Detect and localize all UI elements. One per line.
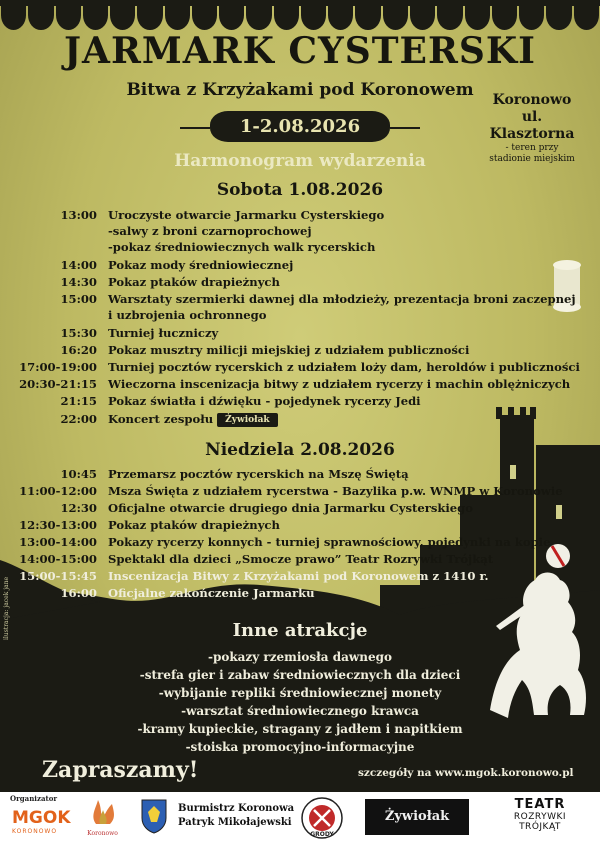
schedule-heading: Harmonogram wydarzenia: [174, 151, 426, 171]
event-dates: 1-2.08.2026: [210, 111, 390, 142]
location-note-2: stadionie miejskim: [489, 154, 575, 164]
schedule-row: 14:00-15:00 Spektakl dla dzieci „Smocze prawo” Teatr Rozrywki Trójkąt: [19, 552, 494, 566]
sunday-heading: Niedziela 2.08.2026: [205, 440, 395, 460]
schedule-row: 15:00-15:45 Inscenizacja Bitwy z Krzyżakami pod Koronowem z 1410 r.: [19, 569, 489, 583]
other-attractions-heading: Inne atrakcje: [232, 620, 368, 641]
schedule-row: 15:30 Turniej łuczniczy: [60, 326, 219, 340]
location-street: ul. Klasztorna: [489, 109, 575, 142]
location-town: Koronowo: [492, 92, 572, 108]
invite-text: Zapraszamy!: [42, 757, 199, 783]
organizer-label: Organizator: [10, 794, 58, 803]
schedule-row: 12:30-13:00 Pokaz ptaków drapieżnych: [19, 518, 280, 532]
schedule-row: i uzbrojenia ochronnego: [108, 308, 267, 322]
schedule-row: 16:20 Pokaz musztry milicji miejskiej z udziałem publiczności: [60, 343, 470, 357]
koronowo-coat-of-arms-icon: [140, 798, 168, 834]
schedule-row: 10:45 Przemarsz pocztów rycerskich na Mszę Świętą: [60, 467, 409, 481]
list-item: -strefa gier i zabaw średniowiecznych dla dzieci: [139, 668, 461, 682]
schedule-row: 20:30-21:15 Wieczorna inscenizacja bitwy z udziałem rycerzy i machin oblężniczych: [19, 377, 571, 391]
band-name-badge: Żywiołak: [217, 413, 278, 427]
schedule-row: 22:00 Koncert zespołu Żywiołak: [0, 411, 600, 427]
grody-crest-icon: [300, 796, 344, 840]
zywiolak-logo[interactable]: Żywiołak: [365, 799, 469, 835]
illustration-credit: ilustracja: jacek jane: [3, 576, 10, 640]
other-attractions-list: [0, 648, 600, 756]
koronowo-logo[interactable]: Koronowo: [80, 798, 125, 837]
schedule-row: 14:00 Pokaz mody średniowiecznej: [60, 258, 294, 272]
schedule-row: 12:30 Oficjalne otwarcie drugiego dnia Jarmarku Cysterskiego: [60, 501, 474, 515]
schedule-row: 13:00 Uroczyste otwarcie Jarmarku Cysterskiego: [60, 208, 385, 222]
details-link[interactable]: szczegóły na www.mgok.koronowo.pl: [358, 767, 574, 779]
schedule-row: -pokaz średniowiecznych walk rycerskich: [108, 240, 376, 254]
schedule-row: 14:30 Pokaz ptaków drapieżnych: [60, 275, 280, 289]
schedule-row: 21:15 Pokaz światła i dźwięku - pojedynek rycerzy Jedi: [60, 394, 421, 408]
schedule-row: 16:00 Oficjalne zakończenie Jarmarku: [60, 586, 315, 600]
schedule-row: 15:00 Warsztaty szermierki dawnej dla młodzieży, prezentacja broni zaczepnej: [60, 292, 576, 306]
scalloped-banner: [0, 0, 600, 30]
koronowo-flame-icon: [88, 798, 118, 826]
schedule-row: 13:00-14:00 Pokazy rycerzy konnych - turniej sprawnościowy, pojedynki na kopie: [19, 535, 551, 549]
grody-label: GRODY: [310, 831, 334, 838]
list-item: -pokazy rzemiosła dawnego: [207, 650, 393, 664]
list-item: -stoiska promocyjno-informacyjne: [185, 740, 415, 754]
location-note-1: - teren przy: [505, 143, 559, 153]
mgok-logo[interactable]: MGOK KORONOWO: [12, 808, 71, 835]
grody-logo[interactable]: [300, 796, 344, 840]
page-title: JARMARK CYSTERSKI: [63, 30, 537, 72]
teatr-trojkat-logo[interactable]: TEATR ROZRYWKI TRÓJKĄT: [513, 797, 567, 832]
list-item: -wybijanie repliki średniowiecznej monety: [158, 686, 442, 700]
mayor-patronage: Burmistrz Koronowa Patryk Mikołajewski: [178, 803, 295, 828]
sponsor-footer: [0, 792, 600, 847]
schedule-row: 17:00-19:00 Turniej pocztów rycerskich z udziałem loży dam, heroldów i publiczności: [19, 360, 580, 374]
saturday-heading: Sobota 1.08.2026: [216, 180, 384, 200]
list-item: -warsztat średniowiecznego krawca: [181, 704, 419, 718]
schedule-row: -salwy z broni czarnoprochowej: [108, 224, 312, 238]
page-subtitle: Bitwa z Krzyżakami pod Koronowem: [126, 80, 474, 100]
list-item: -kramy kupieckie, stragany z jadłem i napitkiem: [137, 722, 463, 736]
schedule-row: 11:00-12:00 Msza Święta z udziałem rycerstwa - Bazylika p.w. WNMP w Koronowie: [19, 484, 563, 498]
